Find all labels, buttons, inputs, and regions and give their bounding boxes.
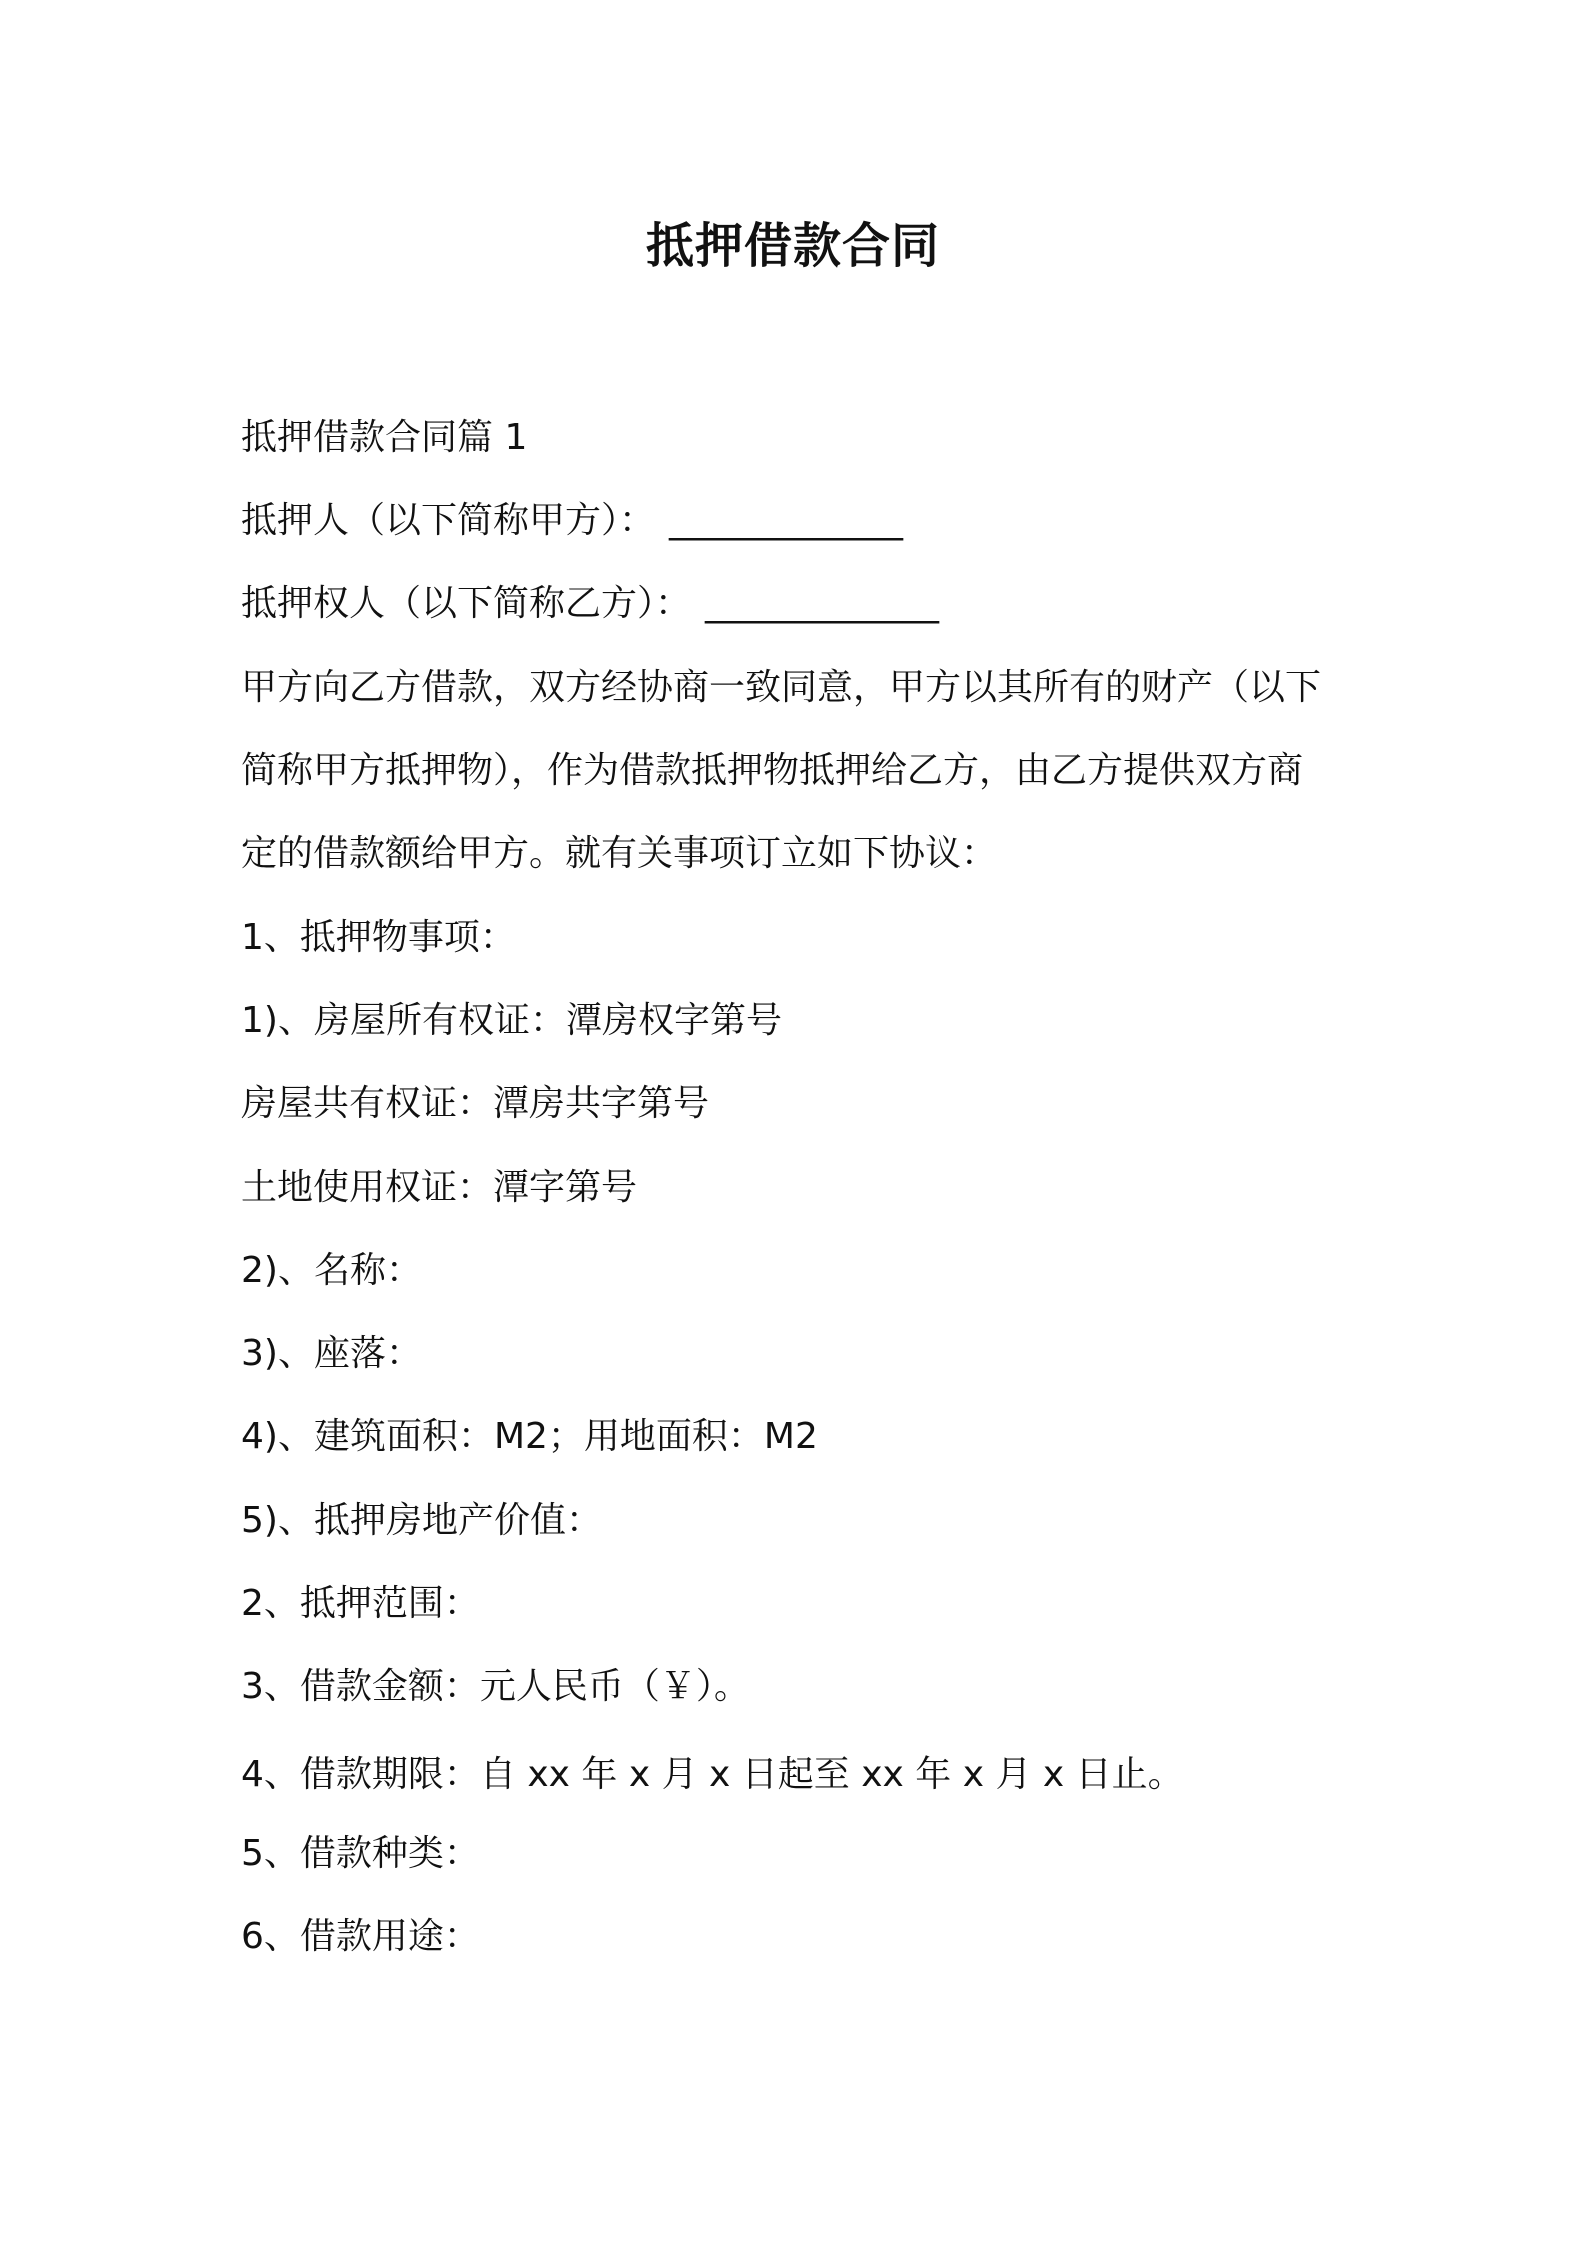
clause-line: 5)、抵押房地产价值： [241,1500,602,1541]
clause-line: 2)、名称： [241,1250,422,1291]
mortgagor-blank: _____________ [669,500,904,541]
intro-line: 简称甲方抵押物），作为借款抵押物抵押给乙方，由乙方提供双方商 [241,750,1304,791]
mortgagee-line [241,578,1371,630]
mortgagor-line [241,495,1371,547]
clause-line: 1、抵押物事项： [241,917,516,958]
clause-line: 4、借款期限：自 xx 年 x 月 x 日起至 xx 年 x 月 x 日止。 [241,1754,1184,1795]
document-title: 抵押借款合同 [645,218,940,274]
intro-line: 甲方向乙方借款，双方经协商一致同意，甲方以其所有的财产（以下 [241,667,1322,708]
clause-line: 6、借款用途： [241,1916,480,1957]
intro-line: 定的借款额给甲方。就有关事项订立如下协议： [241,833,998,874]
clause-line: 5、借款种类： [241,1833,480,1874]
clause-line: 房屋共有权证：潭房共字第号 [241,1083,710,1124]
clause-line: 1)、房屋所有权证：潭房权字第号 [241,1000,782,1041]
clause-line: 土地使用权证：潭字第号 [241,1167,638,1208]
clause-line: 4)、建筑面积：M2；用地面积：M2 [241,1416,818,1457]
clause-line: 2、抵押范围： [241,1583,480,1624]
mortgagor-label: 抵押人（以下简称甲方）： [241,500,656,541]
section-heading: 抵押借款合同篇 1 [241,417,528,458]
mortgagee-blank: _____________ [705,583,940,624]
mortgagee-label: 抵押权人（以下简称乙方）： [241,583,692,624]
clause-line: 3、借款金额：元人民币（￥）。 [241,1666,750,1707]
clause-line: 3)、座落： [241,1333,422,1374]
